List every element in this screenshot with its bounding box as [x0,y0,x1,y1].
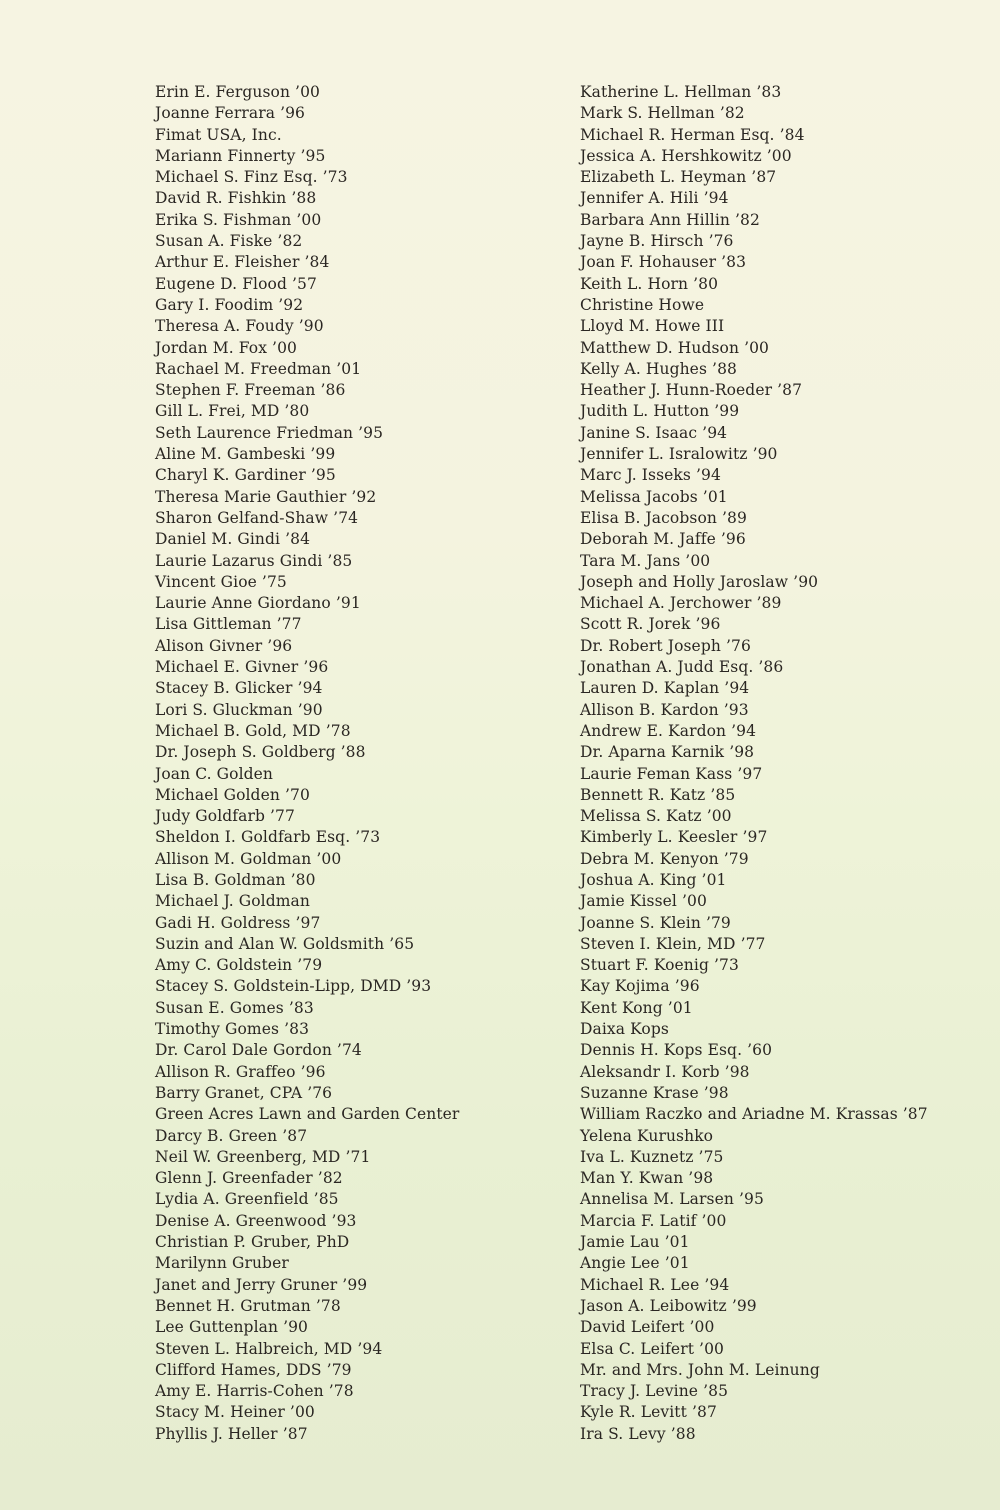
donor-name: Judith L. Hutton ’99 [580,402,740,421]
donor-name: Lloyd M. Howe III [580,317,725,336]
donor-name: Joan F. Hohauser ’83 [580,253,747,272]
donor-name: Lee Guttenplan ’90 [155,1318,309,1337]
donor-name: Annelisa M. Larsen ’95 [580,1190,764,1209]
donor-name: Laurie Feman Kass ’97 [580,764,763,783]
donor-name: Jennifer L. Isralowitz ’90 [580,445,778,464]
donor-name: Michael A. Jerchower ’89 [580,594,782,613]
donor-name: Melissa S. Katz ’00 [580,807,732,826]
donor-name: Laurie Anne Giordano ’91 [155,594,361,613]
donor-name: Christine Howe [580,295,705,314]
donor-name: Jordan M. Fox ’00 [155,338,298,357]
donor-name: Angie Lee ’01 [580,1254,690,1273]
donor-name: Janet and Jerry Gruner ’99 [155,1275,368,1294]
donor-name: Green Acres Lawn and Garden Center [155,1105,460,1124]
donor-name: David Leifert ’00 [580,1318,715,1337]
donor-name: Jason A. Leibowitz ’99 [580,1296,757,1315]
donor-name: Steven I. Klein, MD ’77 [580,934,766,953]
donor-name: Amy E. Harris-Cohen ’78 [155,1382,354,1401]
donor-name: Sharon Gelfand-Shaw ’74 [155,508,359,527]
donor-name: Theresa A. Foudy ’90 [155,317,324,336]
donor-name: Kelly A. Hughes ’88 [580,359,737,378]
donor-name: Mark S. Hellman ’82 [580,104,745,123]
donor-name: Timothy Gomes ’83 [155,1020,310,1039]
donor-name: Arthur E. Fleisher ’84 [155,253,330,272]
donor-name: Lisa B. Goldman ’80 [155,870,316,889]
donor-name: Debra M. Kenyon ’79 [580,849,749,868]
donor-name: Michael B. Gold, MD ’78 [155,721,351,740]
donor-name: Iva L. Kuznetz ’75 [580,1147,724,1166]
donor-name: Melissa Jacobs ’01 [580,487,728,506]
donor-name: Janine S. Isaac ’94 [580,423,728,442]
donor-name: Lori S. Gluckman ’90 [155,700,323,719]
donor-name: Dr. Aparna Karnik ’98 [580,743,755,762]
donor-name: Erika S. Fishman ’00 [155,210,322,229]
donor-name: Neil W. Greenberg, MD ’71 [155,1147,371,1166]
donor-name: Bennett R. Katz ’85 [580,785,736,804]
donor-name: Phyllis J. Heller ’87 [155,1424,308,1443]
donor-name: David R. Fishkin ’88 [155,189,317,208]
donor-name: Joseph and Holly Jaroslaw ’90 [580,572,819,591]
donor-name: Dennis H. Kops Esq. ’60 [580,1041,773,1060]
donor-name: Denise A. Greenwood ’93 [155,1211,357,1230]
donor-name: Elsa C. Leifert ’00 [580,1339,725,1358]
donor-name: Stephen F. Freeman ’86 [155,381,346,400]
donor-name: Stacey B. Glicker ’94 [155,679,323,698]
donor-name: Theresa Marie Gauthier ’92 [155,487,377,506]
donor-name: Michael E. Givner ’96 [155,658,329,677]
donor-name: Lydia A. Greenfield ’85 [155,1190,339,1209]
donor-name: Stacey S. Goldstein-Lipp, DMD ’93 [155,977,432,996]
donor-name: Glenn J. Greenfader ’82 [155,1169,343,1188]
donor-name: Kent Kong ’01 [580,998,693,1017]
donor-name: Barbara Ann Hillin ’82 [580,210,760,229]
donor-name: Heather J. Hunn-Roeder ’87 [580,381,803,400]
donor-name: Marilynn Gruber [155,1254,289,1273]
donor-name: Suzin and Alan W. Goldsmith ’65 [155,934,415,953]
donor-name: Barry Granet, CPA ’76 [155,1083,333,1102]
donor-name: Allison M. Goldman ’00 [155,849,342,868]
donor-name: Jamie Lau ’01 [580,1233,690,1252]
donor-name: Stuart F. Koenig ’73 [580,956,739,975]
donor-name: Bennet H. Grutman ’78 [155,1296,341,1315]
donor-name: Joanne Ferrara ’96 [155,104,306,123]
donor-name: Man Y. Kwan ’98 [580,1169,714,1188]
donor-name: Jonathan A. Judd Esq. ’86 [580,658,784,677]
donor-name: Laurie Lazarus Gindi ’85 [155,551,353,570]
donor-name: Steven L. Halbreich, MD ’94 [155,1339,383,1358]
donor-name: Seth Laurence Friedman ’95 [155,423,384,442]
donor-name: Clifford Hames, DDS ’79 [155,1360,352,1379]
donor-name: Kay Kojima ’96 [580,977,700,996]
donor-name: Eugene D. Flood ’57 [155,274,317,293]
donor-name: Mr. and Mrs. John M. Leinung [580,1360,820,1379]
donor-name: Lisa Gittleman ’77 [155,615,302,634]
donor-name: Alison Givner ’96 [155,636,293,655]
donor-name: Joshua A. King ’01 [580,870,727,889]
donor-name: Andrew E. Kardon ’94 [580,721,757,740]
donor-name: Daixa Kops [580,1020,669,1039]
donor-name: Lauren D. Kaplan ’94 [580,679,750,698]
donor-name: Dr. Robert Joseph ’76 [580,636,751,655]
donor-name: Susan A. Fiske ’82 [155,232,303,251]
donor-name: Jayne B. Hirsch ’76 [580,232,734,251]
donor-name: Tara M. Jans ’00 [580,551,711,570]
donor-name: Gary I. Foodim ’92 [155,295,304,314]
donor-name: Marcia F. Latif ’00 [580,1211,727,1230]
donor-name: Gadi H. Goldress ’97 [155,913,321,932]
donor-list-left-column [155,82,565,1445]
donor-name: Michael Golden ’70 [155,785,310,804]
donor-name: Fimat USA, Inc. [155,125,282,144]
donor-name: Yelena Kurushko [580,1126,714,1145]
donor-name: Sheldon I. Goldfarb Esq. ’73 [155,828,381,847]
donor-name: Erin E. Ferguson ’00 [155,83,320,101]
donor-name: Rachael M. Freedman ’01 [155,359,362,378]
donor-name: Susan E. Gomes ’83 [155,998,314,1017]
donor-name: Allison R. Graffeo ’96 [155,1062,326,1081]
donor-name: Joan C. Golden [155,764,274,783]
donor-name: Jennifer A. Hili ’94 [580,189,729,208]
donor-name: Charyl K. Gardiner ’95 [155,466,336,485]
donor-name: Deborah M. Jaffe ’96 [580,530,746,549]
donor-name: Kimberly L. Keesler ’97 [580,828,768,847]
donor-name: Allison B. Kardon ’93 [580,700,749,719]
donor-name: Suzanne Krase ’98 [580,1083,729,1102]
donor-name: Tracy J. Levine ’85 [580,1382,729,1401]
donor-name: Michael R. Lee ’94 [580,1275,730,1294]
donor-name: Elizabeth L. Heyman ’87 [580,168,777,187]
donor-name: Katherine L. Hellman ’83 [580,83,782,101]
donor-name: Aline M. Gambeski ’99 [155,445,336,464]
donor-name: Daniel M. Gindi ’84 [155,530,311,549]
donor-name: Vincent Gioe ’75 [155,572,287,591]
donor-name: Jessica A. Hershkowitz ’00 [580,146,792,165]
donor-name: Amy C. Goldstein ’79 [155,956,323,975]
donor-name: Michael S. Finz Esq. ’73 [155,168,348,187]
donor-name: Gill L. Frei, MD ’80 [155,402,310,421]
donor-name: Dr. Joseph S. Goldberg ’88 [155,743,366,762]
donor-name: Marc J. Isseks ’94 [580,466,721,485]
donor-name: Darcy B. Green ’87 [155,1126,308,1145]
donor-name: Christian P. Gruber, PhD [155,1233,350,1252]
donor-name: Keith L. Horn ’80 [580,274,719,293]
donor-name: Dr. Carol Dale Gordon ’74 [155,1041,362,1060]
donor-name: Kyle R. Levitt ’87 [580,1403,717,1422]
donor-name: Stacy M. Heiner ’00 [155,1403,315,1422]
donor-name: William Raczko and Ariadne M. Krassas ’87 [580,1105,928,1124]
donor-name: Aleksandr I. Korb ’98 [580,1062,750,1081]
donor-name: Elisa B. Jacobson ’89 [580,508,747,527]
donor-list-right-column [580,82,1000,1445]
donor-name: Mariann Finnerty ’95 [155,146,326,165]
donor-name: Michael R. Herman Esq. ’84 [580,125,805,144]
donor-name: Scott R. Jorek ’96 [580,615,721,634]
donor-name: Judy Goldfarb ’77 [155,807,295,826]
donor-name: Joanne S. Klein ’79 [580,913,731,932]
donor-name: Ira S. Levy ’88 [580,1424,696,1443]
donor-name: Michael J. Goldman [155,892,310,911]
donor-name: Jamie Kissel ’00 [580,892,707,911]
donor-name: Matthew D. Hudson ’00 [580,338,770,357]
